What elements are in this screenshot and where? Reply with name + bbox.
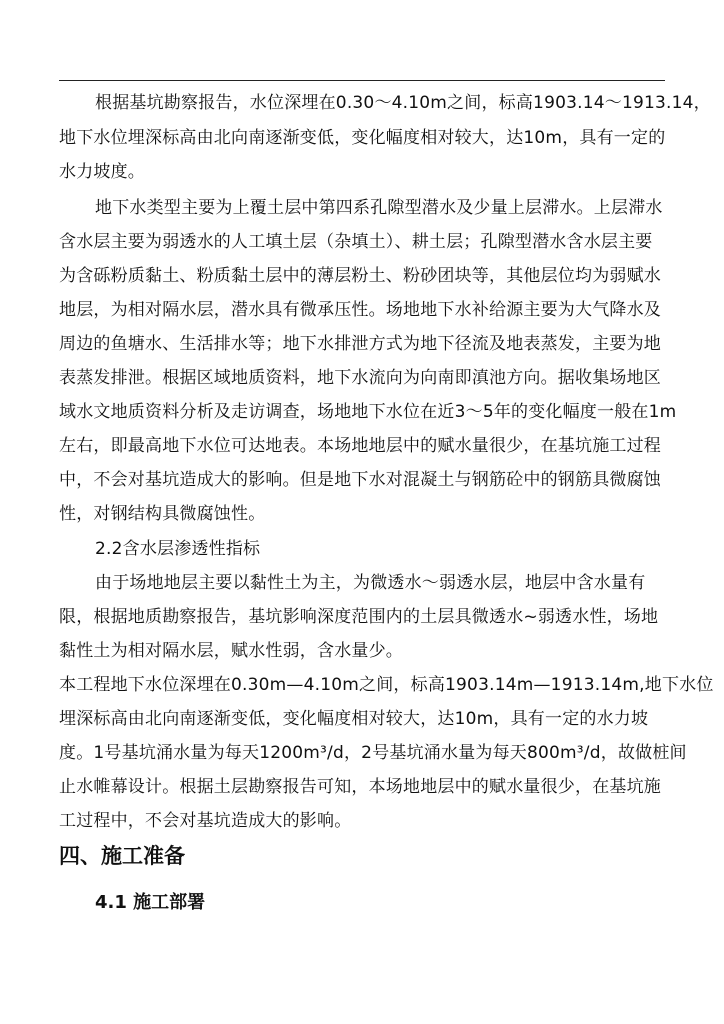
p4-line-4: 止水帷幕设计。根据土层勘察报告可知，本场地地层中的赋水量很少，在基坑施 — [59, 777, 661, 797]
p4-line-1: 本工程地下水位深埋在0.30m—4.10m之间，标高1903.14m—1913.14m,地下水位 — [59, 675, 714, 695]
p2-line-9: 中，不会对基坑造成大的影响。但是地下水对混凝土与钢筋砼中的钢筋具微腐蚀 — [59, 470, 661, 490]
p1-line-3: 水力坡度。 — [59, 162, 145, 182]
section-4-1-heading: 4.1 施工部署 — [95, 892, 206, 913]
p2-line-7: 域水文地质资料分析及走访调查，场地地下水位在近3～5年的变化幅度一般在1m — [59, 402, 677, 422]
p2-line-4: 地层，为相对隔水层，潜水具有微承压性。场地地下水补给源主要为大气降水及 — [59, 300, 661, 320]
p1-line-1: 根据基坑勘察报告，水位深埋在0.30～4.10m之间，标高1903.14～1913.14， — [95, 93, 711, 113]
p2-line-10: 性，对钢结构具微腐蚀性。 — [59, 504, 266, 524]
p4-line-5: 工过程中，不会对基坑造成大的影响。 — [59, 811, 352, 831]
p1-line-2: 地下水位埋深标高由北向南逐渐变低，变化幅度相对较大，达10m，具有一定的 — [59, 128, 666, 148]
p2-line-2: 含水层主要为弱透水的人工填土层（杂填土）、耕土层；孔隙型潜水含水层主要 — [59, 232, 653, 252]
p2-line-5: 周边的鱼塘水、生活排水等；地下水排泄方式为地下径流及地表蒸发，主要为地 — [59, 334, 661, 354]
p4-line-3: 度。1号基坑涌水量为每天1200m³/d，2号基坑涌水量为每天800m³/d，故做桩间 — [59, 743, 687, 763]
p3-line-3: 黏性土为相对隔水层，赋水性弱，含水量少。 — [59, 641, 403, 661]
p3-line-2: 限，根据地质勘察报告，基坑影响深度范围内的土层具微透水~弱透水性，场地 — [59, 607, 659, 627]
p2-line-1: 地下水类型主要为上覆土层中第四系孔隙型潜水及少量上层滞水。上层滞水 — [95, 198, 663, 218]
header-rule — [59, 80, 665, 81]
p2-line-3: 为含砾粉质黏土、粉质黏土层中的薄层粉土、粉砂团块等，其他层位均为弱赋水 — [59, 266, 661, 286]
p3-line-1: 由于场地地层主要以黏性土为主，为微透水～弱透水层，地层中含水量有 — [95, 573, 646, 593]
p4-line-2: 埋深标高由北向南逐渐变低，变化幅度相对较大，达10m，具有一定的水力坡 — [59, 709, 649, 729]
section-2-2-heading: 2.2含水层渗透性指标 — [95, 539, 261, 559]
p2-line-6: 表蒸发排泄。根据区域地质资料，地下水流向为向南即滇池方向。据收集场地区 — [59, 368, 661, 388]
p2-line-8: 左右，即最高地下水位可达地表。本场地地层中的赋水量很少，在基坑施工过程 — [59, 436, 661, 456]
section-4-heading: 四、施工准备 — [59, 844, 185, 868]
